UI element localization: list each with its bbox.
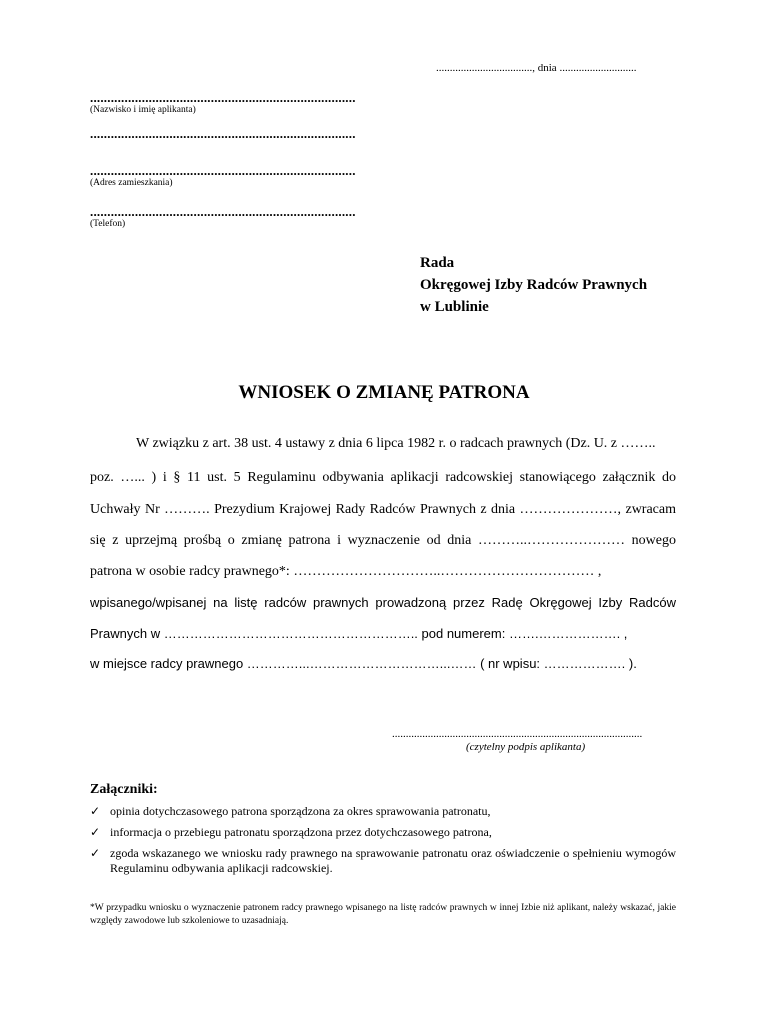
address-caption: (Adres zamieszkania) (90, 178, 173, 188)
phone-dots[interactable]: ............................................................................. (90, 204, 356, 219)
applicant-extra-dots[interactable]: ............................................................................. (90, 126, 356, 141)
body-line-4: się z uprzejmą prośbą o zmianę patrona i wyznaczenie od dnia ………..………………… nowego (90, 533, 676, 548)
attachment-text-1: opinia dotychczasowego patrona sporządzona za okres sprawowania patronatu, (110, 804, 491, 818)
recipient-line-1: Rada (420, 255, 455, 271)
place-date-line[interactable]: ..................................., dnia ............................ (436, 62, 637, 74)
document-title: WNIOSEK O ZMIANĘ PATRONA (238, 382, 530, 403)
list-item (90, 804, 676, 819)
body-line-6: wpisanego/wpisanej na listę radców prawnych prowadzoną przez Radę Okręgowej Izby Radców (90, 595, 676, 610)
applicant-name-caption: (Nazwisko i imię aplikanta) (90, 105, 196, 115)
attachments-heading: Załączniki: (90, 782, 158, 797)
attachment-text-3: zgoda wskazanego we wniosku rady prawnego na sprawowanie patronatu oraz oświadczenie o spełnieniu wymogów Regulaminu odbywania aplikacji radcowskiej. (110, 846, 676, 875)
body-line-2: poz. …... ) i § 11 ust. 5 Regulaminu odbywania aplikacji radcowskiej stanowiącego załącznik do (90, 470, 676, 485)
recipient-line-3: w Lublinie (420, 299, 489, 315)
body-line-5: patrona w osobie radcy prawnego*: …………………………..…………………………… , (90, 564, 602, 579)
footnote: *W przypadku wniosku o wyznaczenie patronem radcy prawnego wpisanego na listę radców prawnych w innej Izbie niż aplikant, należy wskazać, jakie względy zawodowe lub szkoleniowe to uzasadniają. (90, 903, 676, 926)
phone-field[interactable] (90, 206, 356, 230)
recipient-line-2: Okręgowej Izby Radców Prawnych (420, 277, 648, 293)
body-line-3: Uchwały Nr ………. Prezydium Krajowej Rady Radców Prawnych z dnia …………………, zwracam (90, 502, 676, 517)
address-field[interactable] (90, 165, 356, 189)
checkmark-icon: ✓ (90, 804, 101, 818)
applicant-name-dots[interactable]: ............................................................................. (90, 90, 356, 105)
list-item (90, 825, 676, 840)
checkmark-icon: ✓ (90, 846, 101, 860)
body-line-7: Prawnych w ………………………………………………….. pod numerem: …….………………. , (90, 626, 628, 641)
body-line-1: W związku z art. 38 ust. 4 ustawy z dnia 6 lipca 1982 r. o radcach prawnych (Dz. U. z …….. (136, 436, 656, 451)
address-dots[interactable]: ............................................................................. (90, 163, 356, 178)
checkmark-icon: ✓ (90, 825, 101, 839)
applicant-name-field[interactable] (90, 92, 356, 116)
signature-caption: (czytelny podpis aplikanta) (466, 741, 586, 753)
attachment-text-2: informacja o przebiegu patronatu sporządzona przez dotychczasowego patrona, (110, 825, 492, 839)
applicant-extra-field[interactable] (90, 128, 356, 140)
recipient-block (420, 252, 647, 318)
phone-caption: (Telefon) (90, 219, 126, 229)
signature-line[interactable]: ........................................................................................... (392, 728, 643, 740)
body-line-8: w miejsce radcy prawnego …………...…………………………...…… ( nr wpisu: ………………. ). (90, 656, 637, 671)
list-item (90, 846, 676, 876)
attachments-list (90, 804, 676, 882)
